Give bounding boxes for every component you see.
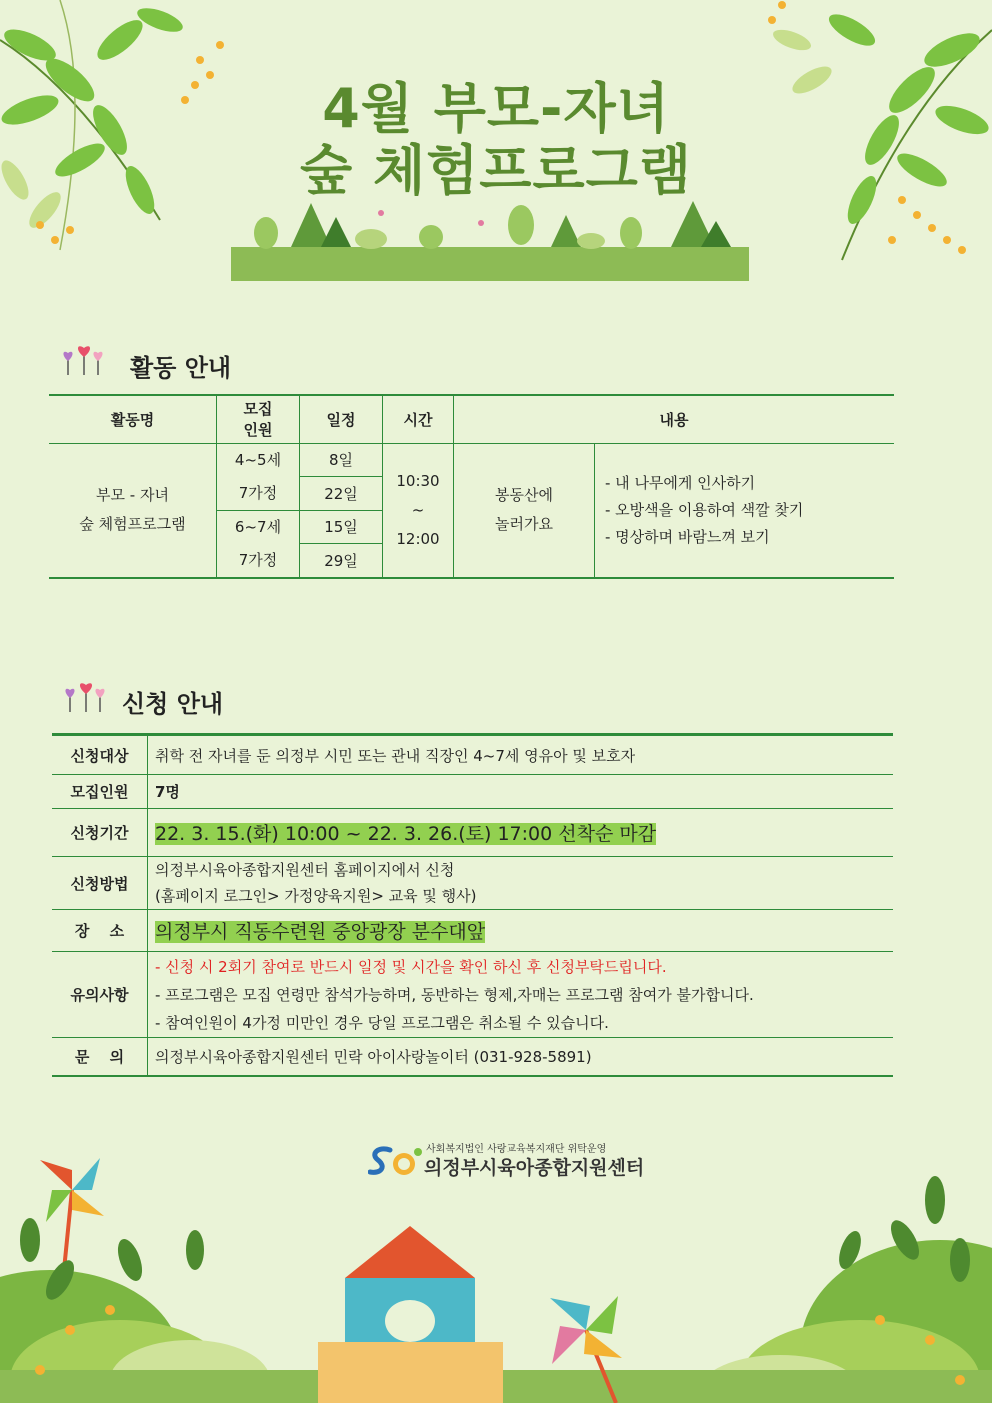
content-list-cell [595,443,895,578]
application-table [52,733,893,1077]
org-name: 의정부시육아종합지원센터 [424,1157,645,1179]
date-cell: 15일 [300,510,383,544]
content-item: - 명상하며 바람느껴 보기 [605,527,770,546]
date-cell: 22일 [300,477,383,511]
group2-cell: 6~7세 7가정 [217,510,300,578]
balloon-hearts-icon [58,345,110,377]
date-cell: 29일 [300,544,383,578]
target-value: 취학 전 자녀를 둔 의정부 시민 또는 관내 직장인 4~7세 영유아 및 보호자 [148,735,894,775]
header-schedule: 일정 [300,395,383,443]
forest-banner [231,195,749,281]
group1-cell: 4~5세 7가정 [217,443,300,510]
pinwheel-icon [40,1158,104,1270]
note-item: - 프로그램은 모집 연령만 참석가능하며, 동반하는 형제,자매는 프로그램 참여가 불가합니다. [155,985,754,1004]
activity-section-heading: 활동 안내 [130,354,232,382]
place-label: 장 소 [52,910,148,952]
activity-table [49,394,894,579]
header-time: 시간 [383,395,454,443]
contact-label: 문 의 [52,1038,148,1076]
header-activity-name: 활동명 [49,395,217,443]
period-label: 신청기간 [52,809,148,857]
place-cell: 봉동산에 놀러가요 [454,443,595,578]
period-value: 22. 3. 15.(화) 10:00 ~ 22. 3. 26.(토) 17:00 선착순 마감 [155,823,657,845]
contact-value: 의정부시육아종합지원센터 민락 아이사랑놀이터 (031-928-5891) [148,1038,894,1076]
content-item: - 오방색을 이용하여 색깔 찾기 [605,500,804,519]
title-line-2: 숲 체험프로그램 [300,139,692,203]
notes-label: 유의사항 [52,952,148,1038]
page-title [0,78,992,202]
balloon-hearts-icon [60,682,112,714]
header-recruit: 모집 인원 [217,395,300,443]
playground-illustration [0,1130,992,1403]
date-cell: 8일 [300,443,383,477]
header-content: 내용 [454,395,895,443]
place-value: 의정부시 직동수련원 중앙광장 분수대앞 [155,921,486,943]
method-label: 신청방법 [52,857,148,910]
notes-value [148,952,894,1038]
recruit-value: 7명 [148,775,894,809]
title-line-1: 4월 부모-자녀 [322,77,670,140]
content-item: - 내 나무에게 인사하기 [605,473,756,492]
time-cell: 10:30 ~ 12:00 [383,443,454,578]
method-value: 의정부시육아종합지원센터 홈페이지에서 신청 (홈페이지 로그인> 가정양육지원> 교육 및 행사) [148,857,894,910]
program-name-cell: 부모 - 자녀 숲 체험프로그램 [49,443,217,578]
note-item: - 신청 시 2회기 참여로 반드시 일정 및 시간을 확인 하신 후 신청부탁드립니다. [155,957,667,976]
recruit-label: 모집인원 [52,775,148,809]
note-item: - 참여인원이 4가정 미만인 경우 당일 프로그램은 취소될 수 있습니다. [155,1013,609,1032]
org-subtitle: 사회복지법인 사랑교육복지재단 위탁운영 [426,1144,607,1155]
target-label: 신청대상 [52,735,148,775]
application-section-heading: 신청 안내 [122,690,224,718]
